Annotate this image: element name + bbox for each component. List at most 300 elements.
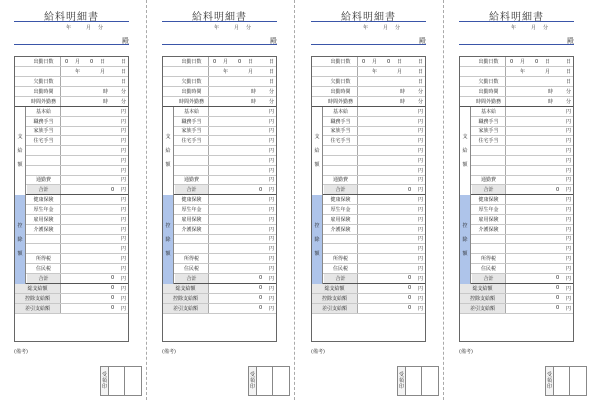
summary-row	[312, 294, 425, 304]
pay-row	[15, 107, 128, 117]
name-suffix: 殿	[567, 37, 574, 45]
pay-label	[472, 166, 506, 175]
attendance-unit: 月	[372, 59, 378, 65]
attendance-label: 欠勤日数	[324, 77, 358, 86]
yen-unit: 円	[268, 275, 274, 282]
pay-row	[460, 176, 573, 186]
payslip-form	[311, 56, 426, 342]
pay-label	[27, 166, 61, 175]
deduction-section-char: 除	[165, 236, 171, 243]
summary-row	[15, 284, 128, 294]
receipt-stamp-char: 受	[101, 372, 107, 378]
receipt-stamp-char: 印	[101, 384, 107, 390]
pay-row	[163, 156, 276, 166]
receipt-stamp-box	[248, 366, 290, 396]
deduction-label: 住民税	[175, 264, 209, 273]
pay-label: 通勤費	[175, 176, 209, 185]
deduction-label	[27, 235, 61, 244]
pay-row	[15, 156, 128, 166]
yen-unit: 円	[120, 148, 126, 155]
deduction-section-char: 額	[314, 250, 320, 257]
deduction-row	[460, 264, 573, 274]
summary-value: 0	[408, 305, 412, 312]
part-label: 分	[246, 25, 252, 31]
yen-unit: 円	[268, 167, 274, 174]
attendance-hours-unit: 時	[548, 99, 554, 105]
deduction-row	[460, 225, 573, 235]
pay-section-char: 額	[462, 162, 468, 169]
deduction-row	[460, 215, 573, 225]
pay-label: 基本給	[472, 107, 506, 116]
pay-section-char: 給	[462, 148, 468, 155]
yen-unit: 円	[120, 167, 126, 174]
pay-row	[163, 146, 276, 156]
yen-unit: 円	[120, 236, 126, 243]
pay-section-char: 額	[314, 162, 320, 169]
attendance-unit: 日	[565, 69, 571, 75]
receipt-stamp-area[interactable]	[554, 367, 570, 395]
pay-section-label	[15, 107, 26, 195]
pay-total-row	[312, 185, 425, 195]
pay-section-char: 給	[165, 148, 171, 155]
yen-unit: 円	[565, 177, 571, 184]
receipt-stamp-box	[397, 366, 439, 396]
receipt-stamp-area[interactable]	[109, 367, 125, 395]
deduction-row	[312, 264, 425, 274]
deduction-row	[163, 264, 276, 274]
deduction-row	[15, 225, 128, 235]
attendance-value: 0	[362, 58, 366, 65]
attendance-unit: 日	[545, 59, 551, 65]
attendance-unit: 分	[565, 89, 571, 95]
yen-unit: 円	[120, 187, 126, 194]
pay-row	[163, 136, 276, 146]
pay-row	[15, 117, 128, 127]
pay-section-char: 額	[17, 162, 23, 169]
pay-section-label	[460, 107, 471, 195]
summary-value: 0	[111, 295, 115, 302]
deduction-row	[312, 254, 425, 264]
year-month-line	[214, 24, 274, 32]
receipt-stamp-char: 領	[249, 378, 255, 384]
pay-total-row	[163, 185, 276, 195]
pay-row	[15, 146, 128, 156]
summary-row	[312, 304, 425, 314]
attendance-label: 時間外勤務	[175, 97, 209, 106]
pay-label	[175, 166, 209, 175]
attendance-label	[324, 67, 358, 76]
deduction-total-row	[163, 274, 276, 284]
deduction-total-label: 合計	[324, 274, 358, 283]
pay-label: 職務手当	[27, 117, 61, 126]
deduction-total-value: 0	[111, 275, 115, 282]
pay-total-value: 0	[259, 186, 263, 193]
yen-unit: 円	[120, 138, 126, 145]
summary-label: 総支給額	[460, 284, 506, 293]
deduction-label: 所得税	[472, 254, 506, 263]
employee-name-field[interactable]	[14, 36, 129, 45]
attendance-value: 0	[65, 58, 69, 65]
summary-value: 0	[408, 295, 412, 302]
deduction-section-char: 控	[165, 222, 171, 229]
pay-section-label	[312, 107, 323, 195]
deduction-label: 健康保険	[175, 195, 209, 204]
pay-label: 基本給	[175, 107, 209, 116]
payslip-4	[445, 0, 573, 400]
year-month-line	[66, 24, 126, 32]
pay-row	[312, 176, 425, 186]
attendance-label	[27, 67, 61, 76]
receipt-stamp-char: 印	[398, 384, 404, 390]
receipt-stamp-char: 領	[398, 378, 404, 384]
deduction-label: 雇用保険	[175, 215, 209, 224]
payslip-form	[14, 56, 129, 342]
summary-row	[460, 294, 573, 304]
attendance-hours-unit: 時	[251, 89, 257, 95]
employee-name-field[interactable]	[311, 36, 426, 45]
yen-unit: 円	[268, 108, 274, 115]
yen-unit: 円	[565, 197, 571, 204]
attendance-row	[460, 97, 573, 107]
attendance-unit: 月	[223, 59, 229, 65]
employee-name-field[interactable]	[459, 36, 574, 45]
yen-unit: 円	[120, 207, 126, 214]
yen-unit: 円	[565, 305, 571, 312]
yen-unit: 円	[417, 138, 423, 145]
attendance-label	[472, 67, 506, 76]
yen-unit: 円	[565, 118, 571, 125]
deduction-section-char: 控	[17, 222, 23, 229]
attendance-label: 時間外勤務	[27, 97, 61, 106]
attendance-row	[460, 57, 573, 67]
yen-unit: 円	[417, 167, 423, 174]
yen-unit: 円	[565, 295, 571, 302]
attendance-unit: 日	[100, 59, 106, 65]
yen-unit: 円	[417, 118, 423, 125]
deduction-row	[15, 244, 128, 254]
deduction-row	[312, 215, 425, 225]
attendance-unit: 日	[248, 59, 254, 65]
receipt-stamp-char: 印	[546, 384, 552, 390]
yen-unit: 円	[268, 216, 274, 223]
deduction-row	[460, 244, 573, 254]
deduction-row	[163, 205, 276, 215]
deduction-label: 所得税	[324, 254, 358, 263]
attendance-row	[163, 77, 276, 87]
pay-section-char: 支	[462, 134, 468, 141]
employee-name-field[interactable]	[162, 36, 277, 45]
summary-label: 差引支給額	[163, 304, 209, 313]
yen-unit: 円	[565, 265, 571, 272]
attendance-row	[460, 87, 573, 97]
yen-unit: 円	[120, 285, 126, 292]
pay-row	[163, 176, 276, 186]
attendance-label	[175, 67, 209, 76]
attendance-unit: 分	[565, 99, 571, 105]
attendance-unit: 日	[417, 79, 423, 85]
deduction-label: 雇用保険	[324, 215, 358, 224]
yen-unit: 円	[417, 216, 423, 223]
pay-row	[15, 176, 128, 186]
summary-value: 0	[259, 285, 263, 292]
attendance-unit: 分	[417, 99, 423, 105]
cut-line	[443, 0, 444, 400]
yen-unit: 円	[120, 128, 126, 135]
pay-label: 基本給	[324, 107, 358, 116]
receipt-stamp-char: 受	[249, 372, 255, 378]
payslip-form	[162, 56, 277, 342]
deduction-label	[324, 235, 358, 244]
deduction-label: 健康保険	[472, 195, 506, 204]
deduction-section-char: 控	[314, 222, 320, 229]
receipt-stamp-char: 印	[249, 384, 255, 390]
attendance-hours-unit: 時	[400, 99, 406, 105]
deduction-row	[163, 215, 276, 225]
attendance-value: 0	[238, 58, 242, 65]
attendance-unit: 分	[268, 89, 274, 95]
deduction-section-char: 額	[17, 250, 23, 257]
pay-label: 家族手当	[472, 127, 506, 136]
attendance-label: 出勤時間	[472, 87, 506, 96]
yen-unit: 円	[417, 275, 423, 282]
year-label: 年	[511, 25, 517, 31]
deduction-row	[312, 235, 425, 245]
deduction-total-row	[460, 274, 573, 284]
pay-total-label: 合計	[27, 185, 61, 194]
remarks-label: (備考)	[459, 349, 473, 355]
yen-unit: 円	[120, 256, 126, 263]
deduction-label: 健康保険	[324, 195, 358, 204]
summary-value: 0	[556, 285, 560, 292]
cut-line	[294, 0, 295, 400]
yen-unit: 円	[565, 157, 571, 164]
pay-label	[175, 146, 209, 155]
pay-section-char: 支	[17, 134, 23, 141]
receipt-stamp-area[interactable]	[257, 367, 273, 395]
attendance-row	[312, 87, 425, 97]
attendance-label: 時間外勤務	[324, 97, 358, 106]
attendance-unit: 月	[75, 59, 81, 65]
payslip-title: 給料明細書	[459, 8, 574, 22]
pay-total-label: 合計	[175, 185, 209, 194]
attendance-unit: 日	[268, 59, 274, 65]
pay-row	[312, 117, 425, 127]
attendance-unit: 年	[223, 69, 229, 75]
attendance-label: 欠勤日数	[27, 77, 61, 86]
yen-unit: 円	[268, 305, 274, 312]
payslip-2	[148, 0, 276, 400]
deduction-section-label	[163, 195, 174, 283]
pay-label	[27, 146, 61, 155]
pay-row	[460, 107, 573, 117]
receipt-stamp-area[interactable]	[406, 367, 422, 395]
pay-row	[312, 127, 425, 137]
yen-unit: 円	[268, 197, 274, 204]
summary-value: 0	[259, 295, 263, 302]
deduction-label: 住民税	[472, 264, 506, 273]
attendance-row	[163, 87, 276, 97]
attendance-row	[15, 77, 128, 87]
summary-label: 差引支給額	[460, 304, 506, 313]
yen-unit: 円	[417, 265, 423, 272]
yen-unit: 円	[268, 138, 274, 145]
yen-unit: 円	[120, 216, 126, 223]
yen-unit: 円	[417, 128, 423, 135]
deduction-total-label: 合計	[27, 274, 61, 283]
deduction-label	[175, 244, 209, 253]
deduction-section-char: 除	[314, 236, 320, 243]
yen-unit: 円	[565, 187, 571, 194]
yen-unit: 円	[417, 108, 423, 115]
pay-label: 職務手当	[324, 117, 358, 126]
attendance-unit: 月	[397, 69, 403, 75]
pay-label: 家族手当	[27, 127, 61, 136]
attendance-unit: 月	[545, 69, 551, 75]
month-label: 月	[86, 25, 92, 31]
deduction-section-char: 額	[462, 250, 468, 257]
deduction-row	[460, 235, 573, 245]
deduction-row	[312, 205, 425, 215]
attendance-value: 0	[387, 58, 391, 65]
payslip-title: 給料明細書	[162, 8, 277, 22]
receipt-stamp-char: 領	[546, 378, 552, 384]
attendance-unit: 月	[520, 59, 526, 65]
summary-row	[460, 304, 573, 314]
attendance-label: 出勤時間	[27, 87, 61, 96]
deduction-label: 厚生年金	[27, 205, 61, 214]
pay-label: 職務手当	[175, 117, 209, 126]
pay-label	[175, 156, 209, 165]
attendance-row	[460, 67, 573, 77]
summary-row	[163, 284, 276, 294]
pay-row	[163, 107, 276, 117]
attendance-unit: 分	[417, 89, 423, 95]
pay-total-row	[15, 185, 128, 195]
receipt-stamp-char: 領	[101, 378, 107, 384]
yen-unit: 円	[268, 265, 274, 272]
deduction-row	[460, 254, 573, 264]
deduction-row	[15, 235, 128, 245]
pay-row	[460, 146, 573, 156]
pay-total-label: 合計	[324, 185, 358, 194]
year-month-line	[511, 24, 571, 32]
summary-value: 0	[111, 285, 115, 292]
yen-unit: 円	[268, 148, 274, 155]
yen-unit: 円	[268, 226, 274, 233]
summary-value: 0	[556, 305, 560, 312]
deduction-label: 介護保険	[472, 225, 506, 234]
pay-label: 通勤費	[472, 176, 506, 185]
yen-unit: 円	[565, 275, 571, 282]
yen-unit: 円	[417, 236, 423, 243]
name-suffix: 殿	[270, 37, 277, 45]
receipt-stamp-label	[546, 367, 554, 395]
payslip-title: 給料明細書	[311, 8, 426, 22]
summary-row	[312, 284, 425, 294]
yen-unit: 円	[268, 187, 274, 194]
yen-unit: 円	[565, 138, 571, 145]
pay-label: 住宅手当	[472, 136, 506, 145]
deduction-row	[312, 225, 425, 235]
pay-section-label	[163, 107, 174, 195]
receipt-stamp-char: 受	[546, 372, 552, 378]
attendance-unit: 日	[565, 59, 571, 65]
attendance-row	[312, 57, 425, 67]
remarks-label: (備考)	[162, 349, 176, 355]
deduction-total-row	[15, 274, 128, 284]
pay-label: 家族手当	[324, 127, 358, 136]
yen-unit: 円	[565, 128, 571, 135]
deduction-section-label	[15, 195, 26, 283]
attendance-unit: 日	[417, 69, 423, 75]
yen-unit: 円	[268, 177, 274, 184]
yen-unit: 円	[268, 256, 274, 263]
deduction-label	[472, 235, 506, 244]
deduction-row	[15, 215, 128, 225]
deduction-section-char: 控	[462, 222, 468, 229]
deduction-label: 厚生年金	[175, 205, 209, 214]
deduction-row	[163, 254, 276, 264]
deduction-row	[163, 195, 276, 205]
pay-label: 住宅手当	[27, 136, 61, 145]
yen-unit: 円	[268, 207, 274, 214]
cut-line	[146, 0, 147, 400]
attendance-value: 0	[535, 58, 539, 65]
pay-label: 通勤費	[324, 176, 358, 185]
deduction-label: 介護保険	[27, 225, 61, 234]
summary-value: 0	[111, 305, 115, 312]
summary-row	[460, 284, 573, 294]
attendance-unit: 年	[520, 69, 526, 75]
pay-total-value: 0	[111, 186, 115, 193]
attendance-label: 出勤時間	[175, 87, 209, 96]
pay-total-row	[460, 185, 573, 195]
deduction-label: 所得税	[27, 254, 61, 263]
name-suffix: 殿	[419, 37, 426, 45]
attendance-unit: 日	[120, 59, 126, 65]
pay-row	[15, 127, 128, 137]
receipt-stamp-box	[545, 366, 587, 396]
pay-row	[460, 127, 573, 137]
deduction-section-char: 除	[17, 236, 23, 243]
deduction-row	[163, 225, 276, 235]
yen-unit: 円	[120, 265, 126, 272]
deduction-label: 雇用保険	[27, 215, 61, 224]
pay-row	[312, 146, 425, 156]
attendance-unit: 日	[417, 59, 423, 65]
pay-total-value: 0	[408, 186, 412, 193]
year-label: 年	[66, 25, 72, 31]
deduction-label: 厚生年金	[324, 205, 358, 214]
yen-unit: 円	[565, 108, 571, 115]
deduction-total-value: 0	[408, 275, 412, 282]
yen-unit: 円	[417, 305, 423, 312]
attendance-label: 出勤時間	[324, 87, 358, 96]
pay-section-char: 支	[314, 134, 320, 141]
attendance-label: 出勤日数	[324, 57, 358, 66]
deduction-total-value: 0	[556, 275, 560, 282]
attendance-row	[15, 57, 128, 67]
deduction-label: 健康保険	[27, 195, 61, 204]
deduction-label	[27, 244, 61, 253]
yen-unit: 円	[417, 187, 423, 194]
summary-value: 0	[259, 305, 263, 312]
attendance-unit: 月	[248, 69, 254, 75]
deduction-total-row	[312, 274, 425, 284]
attendance-unit: 日	[268, 79, 274, 85]
pay-row	[163, 166, 276, 176]
yen-unit: 円	[268, 157, 274, 164]
